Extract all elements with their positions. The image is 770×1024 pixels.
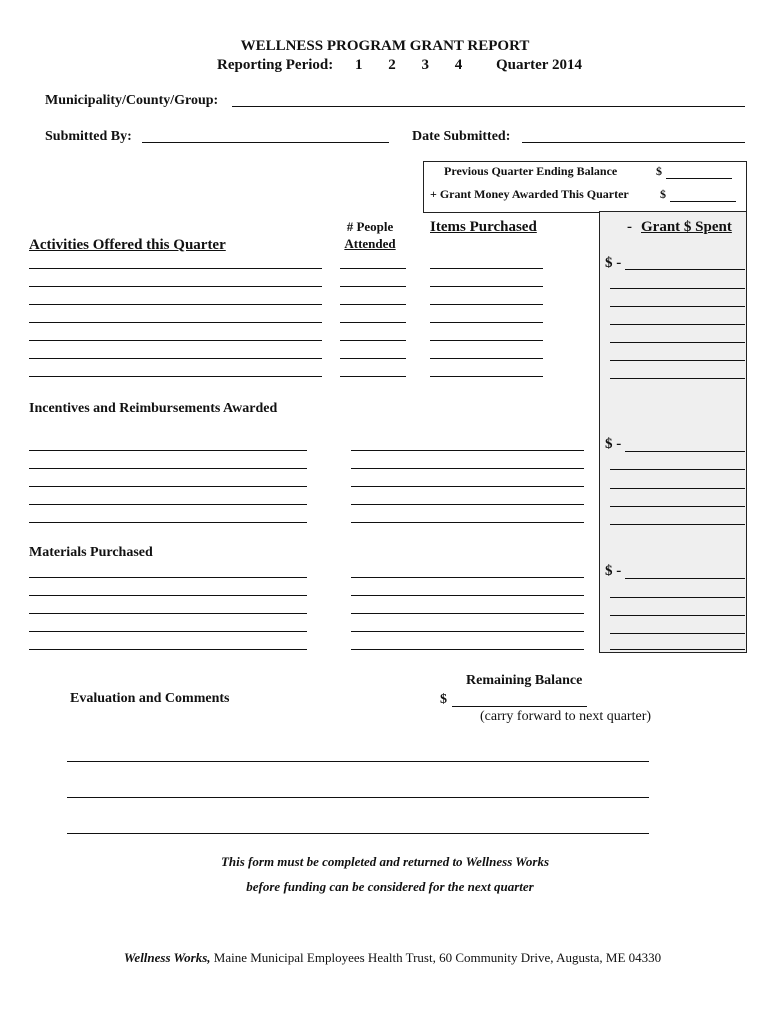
people-field[interactable] bbox=[340, 304, 406, 305]
activity-field[interactable] bbox=[29, 358, 322, 359]
submitted-by-label: Submitted By: bbox=[45, 129, 132, 144]
form-title: WELLNESS PROGRAM GRANT REPORT bbox=[240, 38, 530, 54]
people-field[interactable] bbox=[340, 322, 406, 323]
spent-header-dash: - bbox=[627, 219, 632, 235]
activity-field[interactable] bbox=[29, 304, 322, 305]
people-field[interactable] bbox=[340, 376, 406, 377]
balance-box bbox=[423, 161, 747, 213]
quarter-year-label: Quarter 2014 bbox=[495, 57, 582, 73]
material-field[interactable] bbox=[29, 595, 307, 596]
comments-field[interactable] bbox=[67, 761, 649, 762]
material-field[interactable] bbox=[29, 649, 307, 650]
spent-field[interactable] bbox=[625, 269, 745, 270]
spent-field[interactable] bbox=[610, 615, 745, 616]
people-header-line1: # People bbox=[346, 219, 394, 234]
items-purchased-header: Items Purchased bbox=[430, 219, 537, 235]
spent-field[interactable] bbox=[610, 324, 745, 325]
remaining-balance-field[interactable] bbox=[452, 706, 587, 707]
municipality-label: Municipality/County/Group: bbox=[45, 93, 219, 108]
period-option-4[interactable]: 4 bbox=[454, 57, 463, 73]
materials-heading: Materials Purchased bbox=[29, 545, 153, 560]
spent-field[interactable] bbox=[610, 506, 745, 507]
material-field[interactable] bbox=[29, 613, 307, 614]
evaluation-label: Evaluation and Comments bbox=[70, 691, 230, 706]
spent-field[interactable] bbox=[610, 469, 745, 470]
previous-balance-field[interactable] bbox=[666, 178, 732, 179]
item-field[interactable] bbox=[430, 304, 543, 305]
material-item-field[interactable] bbox=[351, 631, 584, 632]
incentive-item-field[interactable] bbox=[351, 450, 584, 451]
previous-balance-dollar: $ bbox=[656, 164, 662, 178]
remaining-balance-label: Remaining Balance bbox=[466, 673, 583, 688]
incentive-field[interactable] bbox=[29, 468, 307, 469]
comments-field[interactable] bbox=[67, 833, 649, 834]
spent-field[interactable] bbox=[610, 288, 745, 289]
item-field[interactable] bbox=[430, 268, 543, 269]
reporting-period-label: Reporting Period: bbox=[217, 57, 334, 73]
incentive-field[interactable] bbox=[29, 522, 307, 523]
spent-field[interactable] bbox=[610, 649, 745, 650]
activity-field[interactable] bbox=[29, 322, 322, 323]
grant-spent-header: Grant $ Spent bbox=[641, 219, 732, 235]
activity-field[interactable] bbox=[29, 376, 322, 377]
item-field[interactable] bbox=[430, 322, 543, 323]
spent-field[interactable] bbox=[610, 488, 745, 489]
footer-address-line bbox=[0, 950, 770, 966]
org-name: Wellness Works, bbox=[123, 950, 211, 965]
material-field[interactable] bbox=[29, 631, 307, 632]
activity-field[interactable] bbox=[29, 268, 322, 269]
material-item-field[interactable] bbox=[351, 577, 584, 578]
item-field[interactable] bbox=[430, 340, 543, 341]
item-field[interactable] bbox=[430, 358, 543, 359]
spent-field[interactable] bbox=[610, 524, 745, 525]
notice-line-1: This form must be completed and returned to Wellness Works bbox=[220, 854, 550, 869]
incentive-field[interactable] bbox=[29, 504, 307, 505]
reporting-period-row bbox=[217, 57, 582, 74]
people-field[interactable] bbox=[340, 268, 406, 269]
spent-field[interactable] bbox=[610, 342, 745, 343]
spent-field[interactable] bbox=[610, 360, 745, 361]
municipality-field[interactable] bbox=[232, 106, 745, 107]
grant-awarded-field[interactable] bbox=[670, 201, 736, 202]
people-attended-header bbox=[338, 218, 402, 252]
date-submitted-field[interactable] bbox=[522, 142, 745, 143]
comments-field[interactable] bbox=[67, 797, 649, 798]
item-field[interactable] bbox=[430, 286, 543, 287]
incentives-heading: Incentives and Reimbursements Awarded bbox=[29, 401, 278, 416]
spent-field[interactable] bbox=[625, 451, 745, 452]
incentive-item-field[interactable] bbox=[351, 522, 584, 523]
spent-field[interactable] bbox=[610, 633, 745, 634]
grant-awarded-dollar: $ bbox=[660, 187, 666, 201]
period-option-3[interactable]: 3 bbox=[421, 57, 429, 73]
people-field[interactable] bbox=[340, 358, 406, 359]
people-field[interactable] bbox=[340, 286, 406, 287]
notice-line-2: before funding can be considered for the next quarter bbox=[246, 879, 534, 894]
incentive-field[interactable] bbox=[29, 486, 307, 487]
carry-forward-note: (carry forward to next quarter) bbox=[480, 709, 652, 724]
people-header-line2: Attended bbox=[344, 236, 396, 251]
activity-field[interactable] bbox=[29, 286, 322, 287]
incentive-item-field[interactable] bbox=[351, 486, 584, 487]
material-field[interactable] bbox=[29, 577, 307, 578]
incentives-spent-dollar: $ - bbox=[605, 436, 622, 452]
period-option-1[interactable]: 1 bbox=[354, 57, 363, 73]
remaining-balance-dollar: $ bbox=[440, 692, 447, 707]
grant-awarded-label: + Grant Money Awarded This Quarter bbox=[430, 187, 629, 201]
submitted-by-field[interactable] bbox=[142, 142, 389, 143]
grant-spent-column bbox=[599, 211, 747, 653]
material-item-field[interactable] bbox=[351, 649, 584, 650]
spent-field[interactable] bbox=[610, 597, 745, 598]
materials-spent-dollar: $ - bbox=[605, 563, 622, 579]
item-field[interactable] bbox=[430, 376, 543, 377]
spent-field[interactable] bbox=[625, 578, 745, 579]
activity-field[interactable] bbox=[29, 340, 322, 341]
spent-field[interactable] bbox=[610, 306, 745, 307]
material-item-field[interactable] bbox=[351, 595, 584, 596]
previous-balance-label: Previous Quarter Ending Balance bbox=[444, 164, 618, 178]
incentive-item-field[interactable] bbox=[351, 504, 584, 505]
activities-spent-dollar: $ - bbox=[605, 255, 622, 271]
spent-field[interactable] bbox=[610, 378, 745, 379]
date-submitted-label: Date Submitted: bbox=[412, 129, 511, 144]
incentive-item-field[interactable] bbox=[351, 468, 584, 469]
activities-heading: Activities Offered this Quarter bbox=[29, 237, 226, 253]
org-address: Maine Municipal Employees Health Trust, 60 Community Drive, Augusta, ME 04330 bbox=[210, 950, 662, 965]
incentive-field[interactable] bbox=[29, 450, 307, 451]
people-field[interactable] bbox=[340, 340, 406, 341]
period-option-2[interactable]: 2 bbox=[388, 57, 396, 73]
material-item-field[interactable] bbox=[351, 613, 584, 614]
